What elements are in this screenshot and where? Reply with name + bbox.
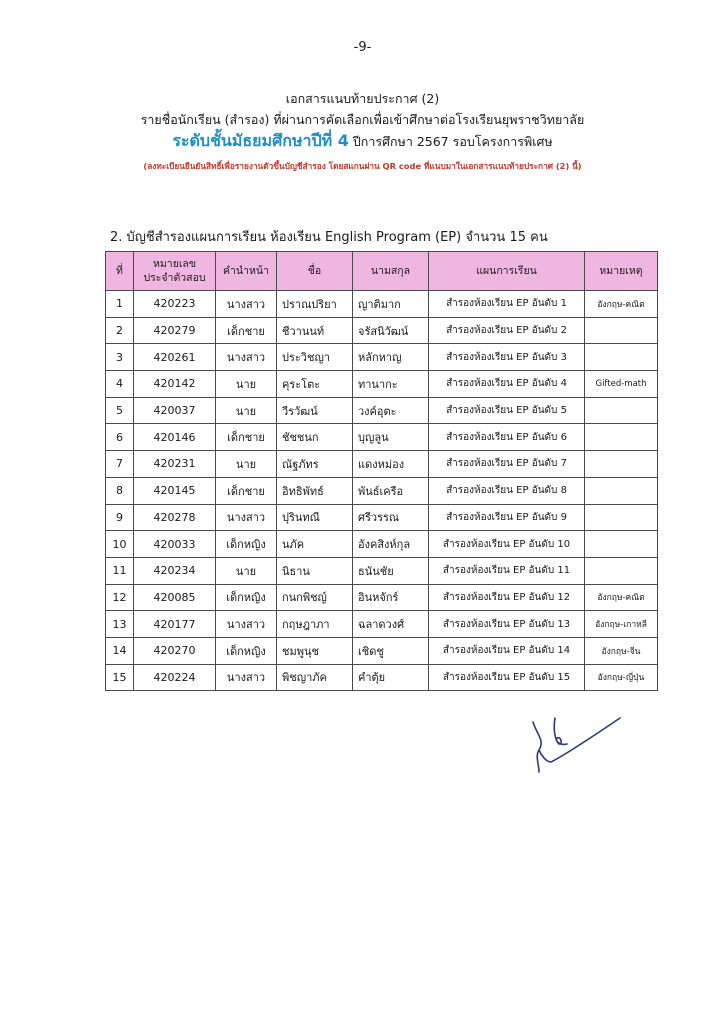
cell-no: 11 (106, 557, 134, 584)
cell-plan: สำรองห้องเรียน EP อันดับ 11 (429, 557, 585, 584)
cell-exam-id: 420085 (134, 584, 216, 611)
cell-exam-id: 420037 (134, 397, 216, 424)
col-header-first-name: ชื่อ (277, 252, 353, 291)
col-header-no: ที่ (106, 252, 134, 291)
cell-note (585, 344, 658, 371)
cell-first-name: ณัฐภัทร (277, 451, 353, 478)
exam-id-line-1: หมายเลข (152, 258, 197, 270)
cell-last-name: ฉลาดวงศ์ (353, 611, 429, 638)
table-row (106, 451, 658, 478)
cell-exam-id: 420231 (134, 451, 216, 478)
cell-note: อังกฤษ-ญี่ปุ่น (585, 664, 658, 691)
cell-prefix: นางสาว (216, 291, 277, 318)
table-row (106, 371, 658, 398)
table-row (106, 531, 658, 558)
cell-plan: สำรองห้องเรียน EP อันดับ 8 (429, 477, 585, 504)
table-row (106, 584, 658, 611)
cell-prefix: นาย (216, 371, 277, 398)
cell-first-name: วีรวัฒน์ (277, 397, 353, 424)
cell-first-name: พิชญาภัค (277, 664, 353, 691)
cell-no: 4 (106, 371, 134, 398)
cell-last-name: คำตุ้ย (353, 664, 429, 691)
academic-year: ปีการศึกษา 2567 รอบโครงการพิเศษ (348, 134, 553, 149)
exam-id-line-2: ประจำตัวสอบ (143, 272, 206, 284)
registration-note: (ลงทะเบียนยืนยันสิทธิ์เพื่อรายงานตัวขึ้นบัญชีสำรอง โดยสแกนผ่าน QR code ที่แนบมาในเอกสารแนบท้ายประกาศ (2) นี้) (143, 161, 582, 171)
cell-prefix: นางสาว (216, 344, 277, 371)
col-header-plan: แผนการเรียน (429, 252, 585, 291)
cell-plan: สำรองห้องเรียน EP อันดับ 13 (429, 611, 585, 638)
section-title: 2. บัญชีสำรองแผนการเรียน ห้องเรียน English Program (EP) จำนวน 15 คน (110, 230, 548, 245)
cell-first-name: นิธาน (277, 557, 353, 584)
header-line-3 (0, 129, 725, 154)
col-header-note: หมายเหตุ (585, 252, 658, 291)
table-row (106, 344, 658, 371)
cell-note (585, 424, 658, 451)
cell-prefix: นาย (216, 451, 277, 478)
cell-note: อังกฤษ-คณิต (585, 584, 658, 611)
table-header-row (106, 252, 658, 291)
cell-plan: สำรองห้องเรียน EP อันดับ 1 (429, 291, 585, 318)
cell-first-name: อิทธิพัทธ์ (277, 477, 353, 504)
cell-no: 9 (106, 504, 134, 531)
cell-exam-id: 420234 (134, 557, 216, 584)
cell-prefix: นางสาว (216, 664, 277, 691)
table-row (106, 664, 658, 691)
cell-plan: สำรองห้องเรียน EP อันดับ 5 (429, 397, 585, 424)
cell-last-name: อังคสิงห์กุล (353, 531, 429, 558)
header-line-2: รายชื่อนักเรียน (สำรอง) ที่ผ่านการคัดเลือกเพื่อเข้าศึกษาต่อโรงเรียนยุพราชวิทยาลัย (140, 112, 585, 127)
cell-plan: สำรองห้องเรียน EP อันดับ 15 (429, 664, 585, 691)
cell-prefix: เด็กหญิง (216, 637, 277, 664)
cell-prefix: เด็กชาย (216, 424, 277, 451)
cell-note (585, 504, 658, 531)
cell-last-name: พันธ์เครือ (353, 477, 429, 504)
cell-plan: สำรองห้องเรียน EP อันดับ 2 (429, 317, 585, 344)
cell-note (585, 317, 658, 344)
table-row (106, 424, 658, 451)
cell-first-name: ประวิชญา (277, 344, 353, 371)
cell-plan: สำรองห้องเรียน EP อันดับ 4 (429, 371, 585, 398)
table-row (106, 611, 658, 638)
cell-last-name: ธนันชัย (353, 557, 429, 584)
cell-note (585, 477, 658, 504)
cell-plan: สำรองห้องเรียน EP อันดับ 12 (429, 584, 585, 611)
table-row (106, 504, 658, 531)
signature (525, 710, 625, 780)
table-row (106, 291, 658, 318)
cell-prefix: เด็กหญิง (216, 531, 277, 558)
grade-level-title: ระดับชั้นมัธยมศึกษาปีที่ 4 (172, 131, 349, 150)
table-row (106, 477, 658, 504)
col-header-last-name: นามสกุล (353, 252, 429, 291)
cell-prefix: เด็กชาย (216, 477, 277, 504)
cell-no: 8 (106, 477, 134, 504)
page-number: -9- (353, 40, 372, 55)
cell-no: 13 (106, 611, 134, 638)
cell-first-name: ชมพูนุช (277, 637, 353, 664)
cell-note (585, 557, 658, 584)
cell-no: 15 (106, 664, 134, 691)
cell-exam-id: 420224 (134, 664, 216, 691)
cell-first-name: กนกพิชญ์ (277, 584, 353, 611)
cell-exam-id: 420142 (134, 371, 216, 398)
cell-last-name: เชิดชู (353, 637, 429, 664)
cell-exam-id: 420145 (134, 477, 216, 504)
col-header-prefix: คำนำหน้า (216, 252, 277, 291)
cell-no: 14 (106, 637, 134, 664)
cell-note (585, 397, 658, 424)
cell-note: อังกฤษ-จีน (585, 637, 658, 664)
cell-prefix: นางสาว (216, 504, 277, 531)
cell-no: 1 (106, 291, 134, 318)
cell-prefix: นางสาว (216, 611, 277, 638)
cell-plan: สำรองห้องเรียน EP อันดับ 9 (429, 504, 585, 531)
cell-note: อังกฤษ-คณิต (585, 291, 658, 318)
header-line-1: เอกสารแนบท้ายประกาศ (2) (285, 91, 440, 106)
cell-note: Gifted-math (585, 371, 658, 398)
cell-no: 3 (106, 344, 134, 371)
reserve-list-table (105, 251, 658, 691)
cell-note (585, 451, 658, 478)
cell-last-name: จรัสนิวัฒน์ (353, 317, 429, 344)
cell-last-name: แดงหม่อง (353, 451, 429, 478)
cell-plan: สำรองห้องเรียน EP อันดับ 10 (429, 531, 585, 558)
cell-plan: สำรองห้องเรียน EP อันดับ 6 (429, 424, 585, 451)
cell-prefix: นาย (216, 557, 277, 584)
cell-first-name: นภัค (277, 531, 353, 558)
cell-note: อังกฤษ-เกาหลี (585, 611, 658, 638)
cell-exam-id: 420261 (134, 344, 216, 371)
cell-no: 5 (106, 397, 134, 424)
cell-exam-id: 420223 (134, 291, 216, 318)
cell-first-name: กฤษฎาภา (277, 611, 353, 638)
cell-no: 12 (106, 584, 134, 611)
col-header-exam-id (134, 252, 216, 291)
table-row (106, 637, 658, 664)
cell-last-name: หลักหาญ (353, 344, 429, 371)
cell-prefix: เด็กชาย (216, 317, 277, 344)
cell-plan: สำรองห้องเรียน EP อันดับ 14 (429, 637, 585, 664)
cell-plan: สำรองห้องเรียน EP อันดับ 3 (429, 344, 585, 371)
cell-exam-id: 420279 (134, 317, 216, 344)
cell-first-name: ปุรินทณี (277, 504, 353, 531)
cell-note (585, 531, 658, 558)
cell-last-name: วงค์อุตะ (353, 397, 429, 424)
cell-first-name: ชัชชนก (277, 424, 353, 451)
table-row (106, 557, 658, 584)
cell-last-name: บุญลูน (353, 424, 429, 451)
cell-last-name: อินหจักร์ (353, 584, 429, 611)
cell-last-name: ทานากะ (353, 371, 429, 398)
cell-exam-id: 420177 (134, 611, 216, 638)
cell-no: 7 (106, 451, 134, 478)
cell-prefix: เด็กหญิง (216, 584, 277, 611)
cell-exam-id: 420146 (134, 424, 216, 451)
cell-exam-id: 420270 (134, 637, 216, 664)
cell-first-name: คุระโตะ (277, 371, 353, 398)
cell-no: 6 (106, 424, 134, 451)
cell-no: 2 (106, 317, 134, 344)
table-row (106, 397, 658, 424)
cell-exam-id: 420033 (134, 531, 216, 558)
cell-last-name: ญาติมาก (353, 291, 429, 318)
cell-last-name: ศรีวรรณ (353, 504, 429, 531)
table-row (106, 317, 658, 344)
cell-prefix: นาย (216, 397, 277, 424)
cell-no: 10 (106, 531, 134, 558)
cell-first-name: ปราณปริยา (277, 291, 353, 318)
cell-first-name: ชีวานนท์ (277, 317, 353, 344)
cell-exam-id: 420278 (134, 504, 216, 531)
cell-plan: สำรองห้องเรียน EP อันดับ 7 (429, 451, 585, 478)
